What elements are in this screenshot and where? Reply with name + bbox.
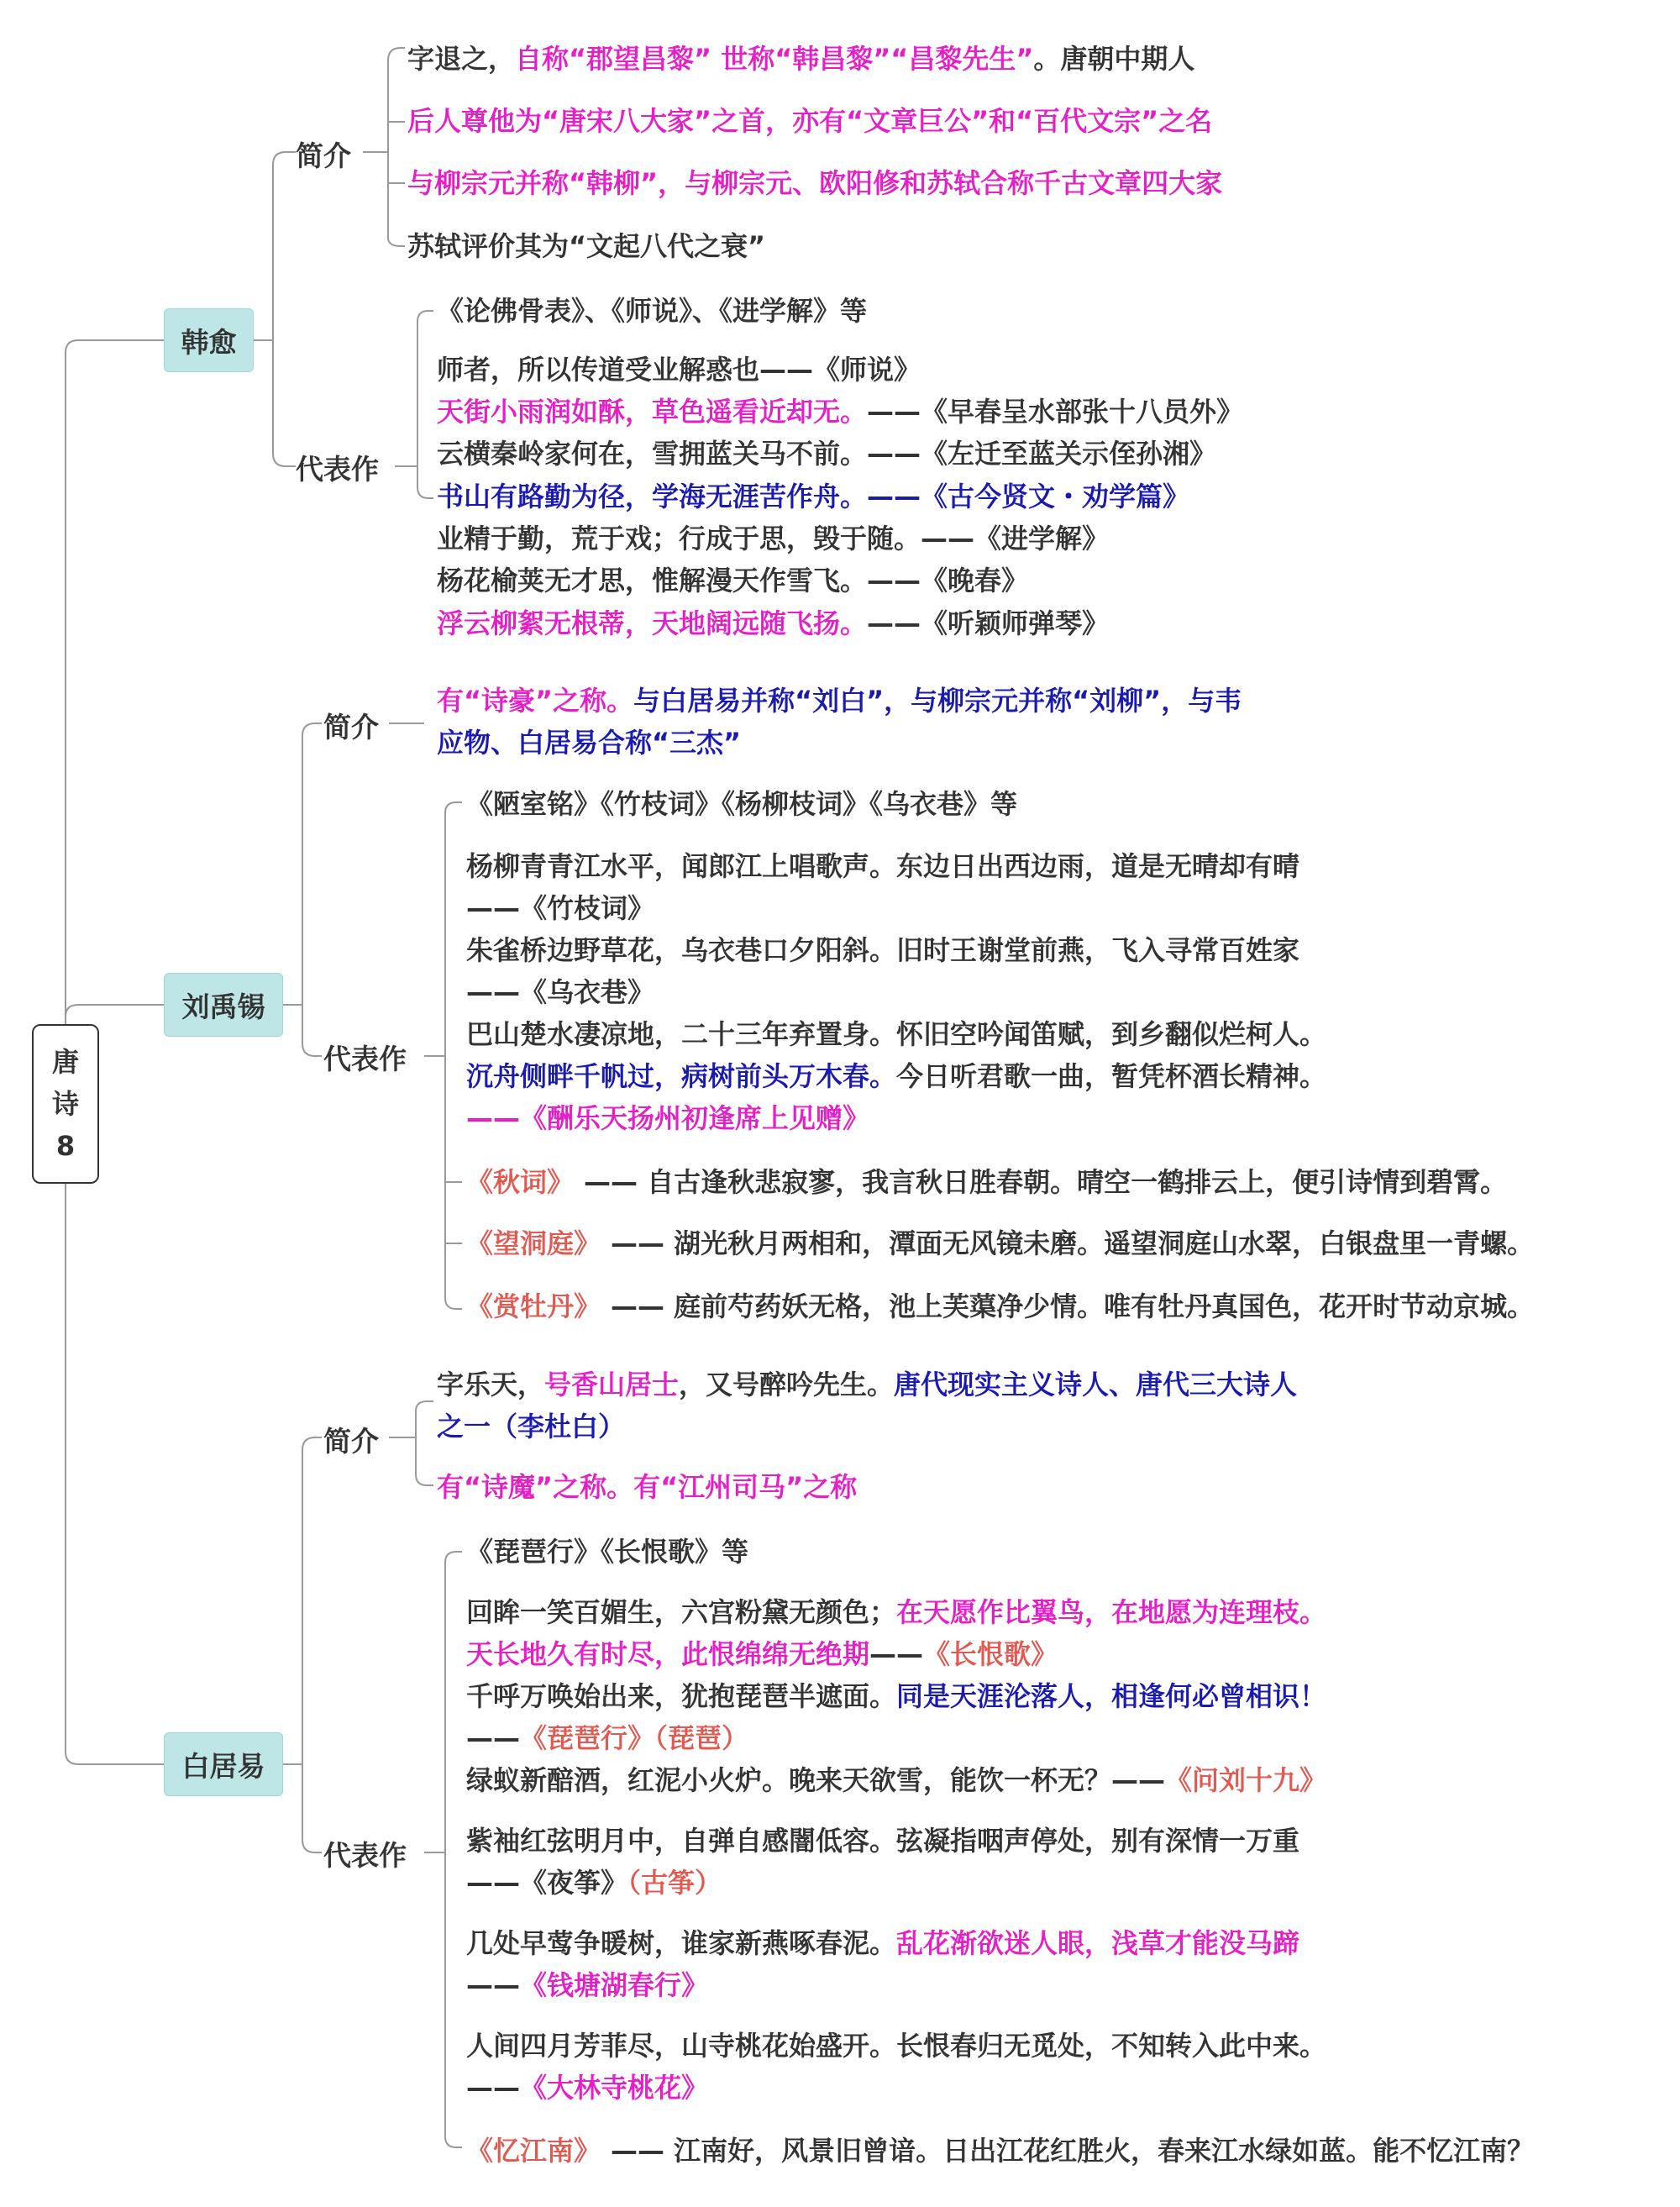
node-bai-juyi[interactable] <box>164 1732 283 1796</box>
text-segment: ——《听颖师弹琴》 <box>867 607 1110 639</box>
text-segment: 自称“郡望昌黎” 世称“韩昌黎”“昌黎先生” <box>515 43 1034 75</box>
han-yu-intro-line: 苏轼评价其为“文起八代之衰” <box>407 230 766 262</box>
text-segment: 沉舟侧畔千帆过，病树前头万木春。 <box>466 1060 897 1092</box>
text-segment: —— <box>466 1722 520 1754</box>
text-segment: 天长地久有时尽，此恨绵绵无绝期 <box>466 1638 870 1670</box>
liu-yuxi-work-line <box>466 1161 1507 1203</box>
bai-juyi-work-line <box>466 2067 708 2109</box>
text-segment: 乱花渐欲迷人眼，浅草才能没马蹄 <box>896 1927 1300 1959</box>
text-segment: 《赏牡丹》 <box>466 1290 601 1322</box>
text-segment: 天街小雨润如酥，草色遥看近却无。 <box>437 396 868 428</box>
text-segment: 《大林寺桃花》 <box>520 2072 709 2104</box>
text-segment: 与白居易并称“刘白”，与柳宗元并称“刘柳”，与韦 <box>633 685 1242 717</box>
liu-yuxi-intro-label[interactable]: 简介 <box>323 711 379 744</box>
bai-juyi-works-label[interactable]: 代表作 <box>323 1839 407 1872</box>
text-segment: ——《早春呈水部张十八员外》 <box>867 396 1244 428</box>
bai-juyi-intro-line: 有“诗魔”之称。有“江州司马”之称 <box>437 1471 858 1503</box>
liu-yuxi-works-label[interactable]: 代表作 <box>323 1043 407 1075</box>
han-yu-work-line: 书山有路勤为径，学海无涯苦作舟。——《古今贤文・劝学篇》 <box>437 481 1190 512</box>
han-yu-work-line <box>437 391 1243 433</box>
han-yu-work-line: 杨花榆荚无才思，惟解漫天作雪飞。——《晚春》 <box>437 565 1029 596</box>
text-segment: —— <box>466 1969 520 2001</box>
text-segment: 字乐天， <box>437 1369 545 1400</box>
han-yu-work-line: 业精于勤，荒于戏；行成于思，毁于随。——《进学解》 <box>437 523 1110 554</box>
text-segment: 回眸一笑百媚生，六宫粉黛无颜色； <box>466 1596 897 1628</box>
bai-juyi-work-line <box>466 1591 1326 1633</box>
han-yu-intro-label[interactable]: 简介 <box>296 139 351 172</box>
bai-juyi-work-line <box>466 1759 1326 1801</box>
bai-juyi-work-line <box>466 1717 748 1759</box>
han-yu-work-line: 师者，所以传道受业解惑也——《师说》 <box>437 354 921 386</box>
text-segment: ，又号醉吟先生。 <box>679 1369 895 1400</box>
bai-juyi-work-line <box>466 1964 708 2006</box>
root-title-number: 8 <box>55 1130 76 1162</box>
bai-juyi-intro-label[interactable]: 简介 <box>323 1425 379 1458</box>
text-segment: 《长恨歌》 <box>923 1638 1058 1670</box>
text-segment: ——《夜筝》 <box>466 1867 628 1899</box>
bai-juyi-work-line: 《琵琶行》《长恨歌》等 <box>466 1536 749 1568</box>
node-han-yu[interactable] <box>164 308 254 372</box>
bai-juyi-intro-line <box>437 1364 1297 1406</box>
han-yu-work-line <box>437 602 1109 644</box>
text-segment: 几处早莺争暖树，谁家新燕啄春泥。 <box>466 1927 897 1959</box>
han-yu-intro-line <box>407 38 1194 80</box>
bai-juyi-work-line: 紫袖红弦明月中，自弹自感闇低容。弦凝指咽声停处，别有深情一万重 <box>466 1825 1300 1857</box>
text-segment: （古筝） <box>627 1867 722 1899</box>
bai-juyi-intro-line: 之一（李杜白） <box>437 1411 626 1442</box>
node-liu-yuxi[interactable] <box>164 973 283 1037</box>
liu-yuxi-work-line: ——《酬乐天扬州初逢席上见赠》 <box>466 1102 870 1134</box>
text-segment: —— 自古逢秋悲寂寥，我言秋日胜春朝。晴空一鹤排云上，便引诗情到碧霄。 <box>584 1166 1508 1198</box>
han-yu-intro-line: 后人尊他为“唐宋八大家”之首，亦有“文章巨公”和“百代文宗”之名 <box>407 105 1213 137</box>
text-segment: 《望洞庭》 <box>466 1227 601 1259</box>
text-segment: —— 庭前芍药妖无格，池上芙蕖净少情。唯有牡丹真国色，花开时节动京城。 <box>611 1290 1535 1322</box>
root-title-char: 唐 <box>51 1046 79 1078</box>
text-segment: 有“诗豪”之称。 <box>437 685 634 717</box>
liu-yuxi-intro-line: 应物、白居易合称“三杰” <box>437 727 742 759</box>
root-title-char: 诗 <box>51 1088 79 1120</box>
text-segment: —— <box>466 2072 520 2104</box>
han-yu-works-label[interactable]: 代表作 <box>296 453 379 486</box>
node-label: 韩愈 <box>181 325 237 359</box>
text-segment: 《秋词》 <box>466 1166 575 1198</box>
liu-yuxi-work-line <box>466 1055 1326 1097</box>
bai-juyi-work-line <box>466 1922 1299 1964</box>
text-segment: —— 江南好，风景旧曾谙。日出江花红胜火，春来江水绿如蓝。能不忆江南？ <box>611 2135 1535 2167</box>
node-label: 白居易 <box>181 1749 265 1783</box>
liu-yuxi-work-line: 巴山楚水凄凉地，二十三年弃置身。怀旧空吟闻笛赋，到乡翻似烂柯人。 <box>466 1018 1327 1050</box>
liu-yuxi-work-line: 《陋室铭》《竹枝词》《杨柳枝词》《乌衣巷》等 <box>466 788 1018 820</box>
text-segment: —— <box>869 1638 924 1670</box>
text-segment: 字退之， <box>407 43 516 75</box>
liu-yuxi-work-line <box>466 1285 1534 1327</box>
han-yu-intro-line: 与柳宗元并称“韩柳”，与柳宗元、欧阳修和苏轼合称千古文章四大家 <box>407 167 1223 199</box>
bai-juyi-work-line <box>466 2130 1534 2172</box>
text-segment: 千呼万唤始出来，犹抱琵琶半遮面。 <box>466 1680 897 1712</box>
text-segment: 今日听君歌一曲，暂凭杯酒长精神。 <box>896 1060 1327 1092</box>
text-segment: 浮云柳絮无根蒂，天地阔远随飞扬。 <box>437 607 868 639</box>
liu-yuxi-work-line: 杨柳青青江水平，闻郎江上唱歌声。东边日出西边雨，道是无晴却有晴 <box>466 850 1300 882</box>
han-yu-work-line: 《论佛骨表》、《师说》、《进学解》等 <box>437 295 868 327</box>
text-segment: 在天愿作比翼鸟，在地愿为连理枝。 <box>896 1596 1327 1628</box>
text-segment: 绿蚁新醅酒，红泥小火炉。晚来天欲雪，能饮一杯无？—— <box>466 1764 1166 1796</box>
root-node-tang-poetry[interactable] <box>32 1024 99 1184</box>
text-segment: 《琵琶行》（琵琶） <box>520 1722 749 1754</box>
liu-yuxi-work-line: ——《乌衣巷》 <box>466 976 655 1008</box>
liu-yuxi-intro-line <box>437 680 1242 722</box>
text-segment: 号香山居士 <box>544 1369 680 1400</box>
bai-juyi-work-line: 人间四月芳菲尽，山寺桃花始盛开。长恨春归无觅处，不知转入此中来。 <box>466 2030 1327 2062</box>
bai-juyi-work-line <box>466 1862 722 1904</box>
text-segment: 《钱塘湖春行》 <box>520 1969 709 2001</box>
liu-yuxi-work-line: 朱雀桥边野草花，乌衣巷口夕阳斜。旧时王谢堂前燕，飞入寻常百姓家 <box>466 934 1300 966</box>
liu-yuxi-work-line <box>466 1222 1534 1264</box>
liu-yuxi-work-line: ——《竹枝词》 <box>466 892 655 924</box>
bai-juyi-work-line <box>466 1675 1326 1717</box>
han-yu-work-line: 云横秦岭家何在，雪拥蓝关马不前。——《左迁至蓝关示侄孙湘》 <box>437 438 1217 470</box>
text-segment: 。唐朝中期人 <box>1033 43 1195 75</box>
bai-juyi-work-line <box>466 1633 1058 1675</box>
text-segment: 同是天涯沦落人，相逢何必曾相识！ <box>896 1680 1327 1712</box>
node-label: 刘禹锡 <box>181 990 265 1023</box>
text-segment: 《问刘十九》 <box>1165 1764 1327 1796</box>
text-segment: 《忆江南》 <box>466 2135 601 2167</box>
text-segment: 唐代现实主义诗人、唐代三大诗人 <box>894 1369 1298 1400</box>
text-segment: —— 湖光秋月两相和，潭面无风镜未磨。遥望洞庭山水翠，白银盘里一青螺。 <box>611 1227 1535 1259</box>
